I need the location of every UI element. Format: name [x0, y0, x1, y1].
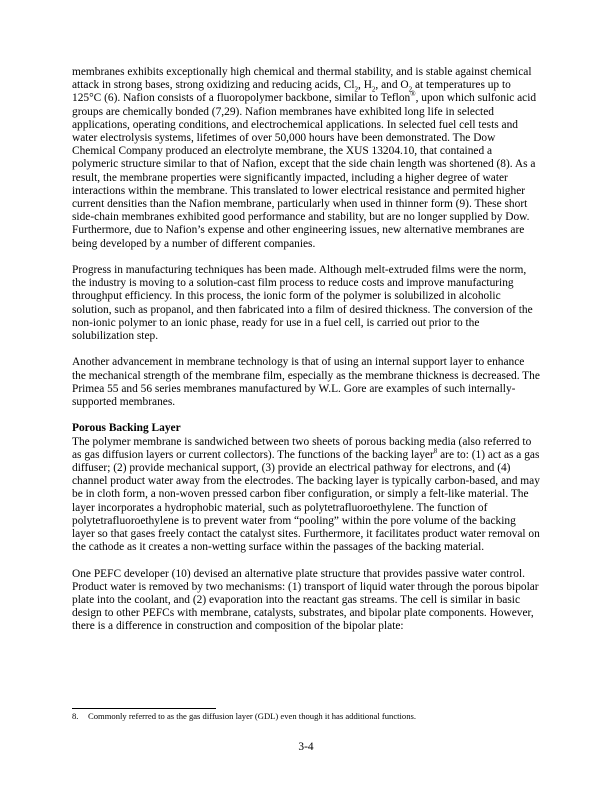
footnote: [72, 711, 540, 721]
text-run: , and O: [375, 79, 409, 92]
paragraph-support-layer: Another advancement in membrane technology is that of using an internal support layer to enhance the mechanical strength of the membrane film, especially as the membrane thickness is decreased. The Primea 55 and 56 series membranes manufactured by W.L. Gore are examples of such internally-supported membranes.: [72, 356, 540, 409]
text-run: , H: [358, 79, 372, 92]
text-run: at temperatures up to 125°C (6). Nafion consists of a fluoropolymer backbone, similar to Teflon: [72, 79, 511, 105]
text-run: are to: (1) act as a gas diffuser; (2) provide mechanical support, (3) provide an electrical pathway for electrons, and (4) channel product water away from the electrodes. The backing layer is typically carbon-based, and may be in cloth form, a non-woven pressed carbon fiber configuration, or simply a felt-like material. The layer incorporates a hydrophobic material, such as polytetrafluoroethylene. The function of polytetrafluoroethylene is to prevent water from “pooling” within the pore volume of the backing layer so that gases freely contact the catalyst sites. Furthermore, it facilitates product water removal on the cathode as it creates a non-wetting surface within the passages of the backing material.: [72, 448, 540, 554]
section-heading: Porous Backing Layer: [72, 422, 181, 435]
paragraph-plate-structure: One PEFC developer (10) devised an alternative plate structure that provides passive water control. Product water is removed by two mechanisms: (1) transport of liquid water through the porous bipolar plate into the coolant, and (2) evaporation into the reactant gas streams. The cell is similar in basic design to other PEFCs with membrane, catalysts, substrates, and bipolar plate components. However, there is a difference in construction and composition of the bipolar plate:: [72, 567, 539, 633]
subscript: 2: [371, 85, 376, 94]
body-text: [72, 66, 540, 647]
text-run: , upon which sulfonic acid groups are chemically bonded (7,29). Nafion membranes have exhibited long life in selected applications, operating conditions, and electrochemical applications. In selected fuel cell tests and water electrolysis systems, lifetimes of over 50,000 hours have been demonstrated. The Dow Chemical Company produced an electrolyte membrane, the XUS 13204.10, that contained a polymeric structure similar to that of Nafion, except that the side chain length was shortened (8). As a result, the membrane properties were significantly impacted, including a higher degree of water interactions within the membrane. This translated to lower electrical resistance and permited higher current densities than the Nafion membrane, particularly when used in thinner form (9). These short side-chain membranes exhibited good performance and stability, but are no longer supplied by Dow. Furthermore, due to Nafion’s expense and other engineering issues, new alternative membranes are being developed by a number of different companies.: [72, 92, 537, 250]
text-run: The polymer membrane is sandwiched between two sheets of porous backing media (also referred to as gas diffusion layers or current collectors). The functions of the backing layer: [72, 435, 532, 461]
paragraph-nafion-stability: [72, 66, 540, 251]
footnote-number: 8.: [72, 711, 79, 721]
paragraph-backing-layer: [72, 436, 540, 555]
subscript: 2: [354, 85, 358, 94]
page-number: 3-4: [298, 741, 314, 753]
footnote-reference: 8: [433, 447, 438, 456]
subscript: 2: [408, 85, 413, 94]
registered-mark: ®: [410, 90, 416, 99]
text-run: membranes exhibits exceptionally high chemical and thermal stability, and is stable against chemical attack in strong bases, strong oxidizing and reducing acids, Cl: [72, 66, 532, 92]
footnote-divider: [72, 708, 216, 709]
footnote-text: Commonly referred to as the gas diffusion layer (GDL) even though it has additional functions.: [88, 711, 416, 721]
paragraph-manufacturing: Progress in manufacturing techniques has been made. Although melt-extruded films were the norm, the industry is moving to a solution-cast film process to reduce costs and improve manufacturing throughput efficiency. In this process, the ionic form of the polymer is solubilized in alcoholic solution, such as propanol, and then fabricated into a film of desired thickness. The conversion of the non-ionic polymer to an ionic phase, ready for use in a fuel cell, is carried out prior to the solubilization step.: [72, 264, 533, 343]
